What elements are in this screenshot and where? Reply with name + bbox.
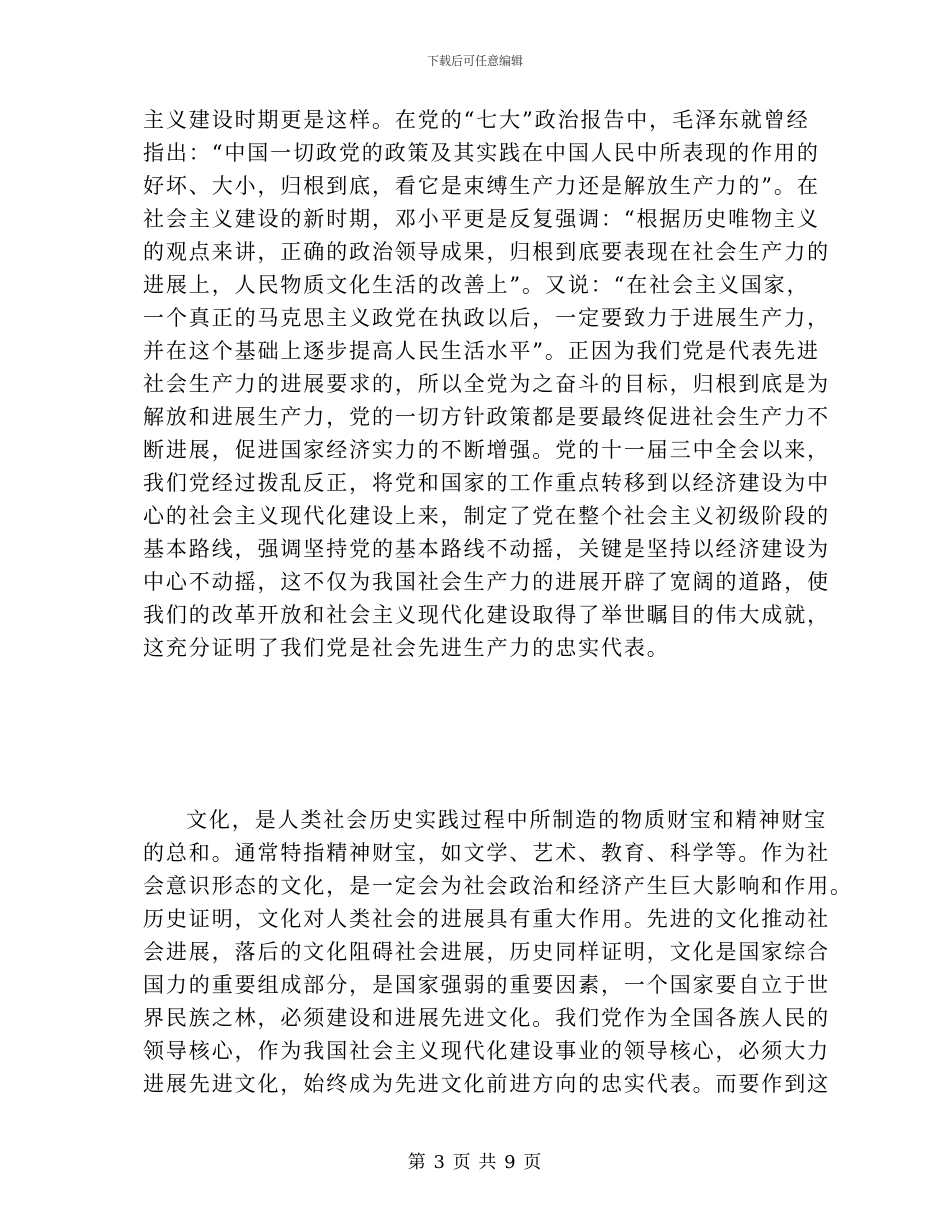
- text-line: 中心不动摇，这不仅为我国社会生产力的进展开辟了宽阔的道路，使: [143, 570, 830, 594]
- text-line: 这充分证明了我们党是社会先进生产力的忠实代表。: [143, 636, 670, 660]
- text-line: 解放和进展生产力，党的一切方针政策都是要最终促进社会生产力不: [143, 405, 830, 429]
- text-line: 界民族之林，必须建设和进展先进文化。我们党作为全国各族人民的: [143, 1006, 830, 1030]
- text-line: 国力的重要组成部分，是国家强弱的重要因素，一个国家要自立于世: [143, 973, 830, 997]
- text-line: 进展先进文化，始终成为先进文化前进方向的忠实代表。而要作到这: [143, 1072, 830, 1096]
- text-line: 心的社会主义现代化建设上来，制定了党在整个社会主义初级阶段的: [143, 504, 830, 528]
- text-line: 我们党经过拨乱反正，将党和国家的工作重点转移到以经济建设为中: [143, 471, 830, 495]
- text-line: 主义建设时期更是这样。在党的“七大”政治报告中，毛泽东就曾经: [143, 108, 810, 132]
- text-line: 我们的改革开放和社会主义现代化建设取得了举世瞩目的伟大成就，: [143, 603, 830, 627]
- paragraph: [143, 804, 853, 1101]
- text-line: 一个真正的马克思主义政党在执政以后，一定要致力于进展生产力，: [143, 306, 830, 330]
- text-line: 指出：“中国一切政党的政策及其实践在中国人民中所表现的作用的: [143, 141, 820, 165]
- text-line: 并在这个基础上逐步提高人民生活水平”。正因为我们党是代表先进: [143, 339, 820, 363]
- text-line: 会进展，落后的文化阻碍社会进展，历史同样证明，文化是国家综合: [143, 940, 830, 964]
- page-header: 下载后可任意编辑: [426, 54, 523, 68]
- text-line: 断进展，促进国家经济实力的不断增强。党的十一届三中全会以来，: [143, 438, 830, 462]
- text-line: 社会主义建设的新时期，邓小平更是反复强调：“根据历史唯物主义: [143, 207, 820, 231]
- text-line: 社会生产力的进展要求的，所以全党为之奋斗的目标，归根到底是为: [143, 372, 830, 396]
- text-line: 会意识形态的文化，是一定会为社会政治和经济产生巨大影响和作用。: [143, 874, 853, 898]
- text-line: 历史证明，文化对人类社会的进展具有重大作用。先进的文化推动社: [143, 907, 830, 931]
- paragraph: [143, 104, 830, 665]
- text-line: 好坏、大小，归根到底，看它是束缚生产力还是解放生产力的”。在: [143, 174, 820, 198]
- page-number: 第 3 页 共 9 页: [407, 1152, 543, 1173]
- text-line: 的总和。通常特指精神财宝，如文学、艺术、教育、科学等。作为社: [143, 841, 830, 865]
- text-line: 文化，是人类社会历史实践过程中所制造的物质财宝和精神财宝: [186, 808, 828, 832]
- text-line: 进展上，人民物质文化生活的改善上”。又说：“在社会主义国家，: [143, 273, 810, 297]
- text-line: 领导核心，作为我国社会主义现代化建设事业的领导核心，必须大力: [143, 1039, 830, 1063]
- text-line: 的观点来讲，正确的政治领导成果，归根到底要表现在社会生产力的: [143, 240, 830, 264]
- text-line: 基本路线，强调坚持党的基本路线不动摇，关键是坚持以经济建设为: [143, 537, 830, 561]
